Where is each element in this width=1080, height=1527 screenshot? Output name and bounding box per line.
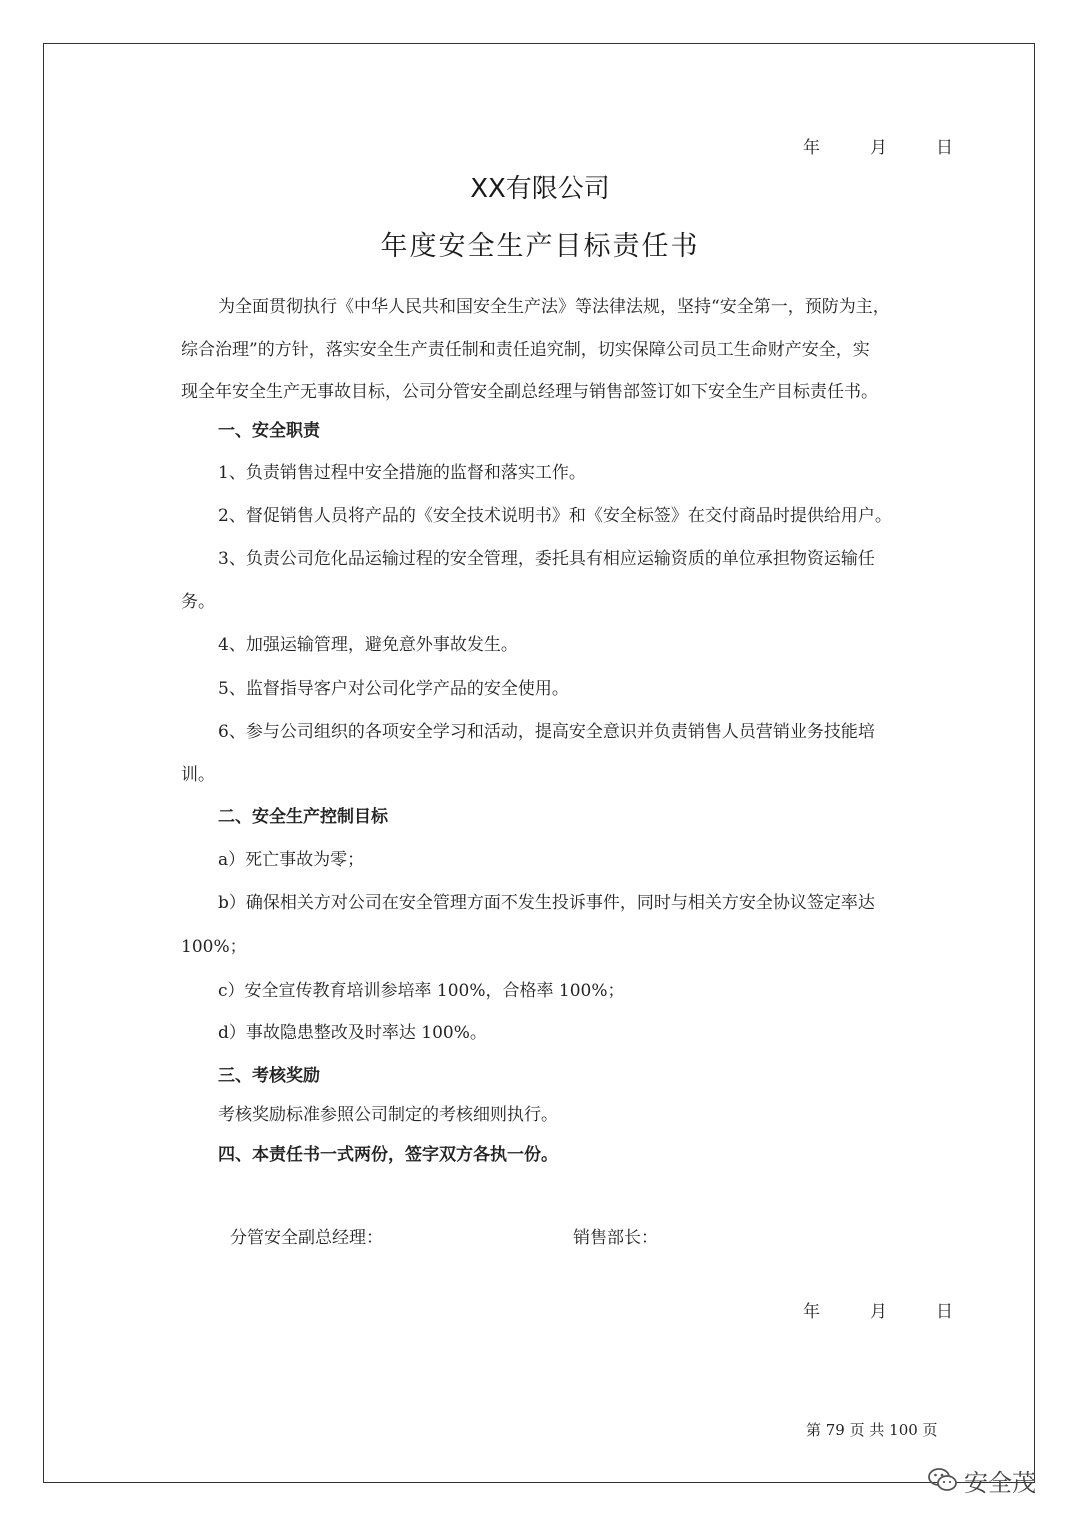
signature-sales-manager: 销售部长： — [573, 1228, 658, 1248]
date-year: 年 — [803, 1302, 820, 1322]
wechat-icon — [928, 1467, 958, 1493]
list-item: 6、参与公司组织的各项安全学习和活动，提高安全意识并负责销售人员营销业务技能培 — [218, 722, 875, 742]
date-top — [0, 133, 1080, 163]
list-item: 1、负责销售过程中安全措施的监督和落实工作。 — [218, 463, 586, 483]
section-heading: 四、本责任书一式两份，签字双方各执一份。 — [218, 1145, 558, 1165]
watermark — [928, 1462, 1068, 1498]
list-item: b）确保相关方对公司在安全管理方面不发生投诉事件，同时与相关方安全协议签定率达 — [218, 893, 875, 913]
list-item-cont: 训。 — [181, 765, 215, 785]
list-item: d）事故隐患整改及时率达 100%。 — [218, 1023, 487, 1043]
document-title: 年度安全生产目标责任书 — [380, 231, 700, 262]
date-month: 月 — [870, 1302, 887, 1322]
section-heading: 三、考核奖励 — [218, 1066, 320, 1086]
date-bottom — [0, 1297, 1080, 1327]
date-year: 年 — [803, 138, 820, 158]
paragraph-line: 考核奖励标准参照公司制定的考核细则执行。 — [218, 1105, 558, 1125]
watermark-text: 安全茂 — [964, 1468, 1036, 1497]
list-item: a）死亡事故为零； — [218, 850, 365, 870]
paragraph-line: 综合治理”的方针，落实安全生产责任制和责任追究制，切实保障公司员工生命财产安全，实 — [181, 340, 870, 360]
date-day: 日 — [936, 1302, 953, 1322]
section-heading: 二、安全生产控制目标 — [218, 807, 388, 827]
date-month: 月 — [870, 138, 887, 158]
list-item: 4、加强运输管理，避免意外事故发生。 — [218, 635, 518, 655]
list-item: 2、督促销售人员将产品的《安全技术说明书》和《安全标签》在交付商品时提供给用户。 — [218, 506, 892, 526]
page-number: 第 79 页 共 100 页 — [806, 1421, 938, 1439]
signature-deputy-gm: 分管安全副总经理： — [230, 1228, 383, 1248]
list-item: 5、监督指导客户对公司化学产品的安全使用。 — [218, 679, 569, 699]
paragraph-line: 为全面贯彻执行《中华人民共和国安全生产法》等法律法规，坚持“安全第一，预防为主， — [218, 297, 890, 317]
section-heading: 一、安全职责 — [218, 421, 320, 441]
list-item-cont: 100%； — [181, 937, 247, 957]
list-item: c）安全宣传教育培训参培率 100%，合格率 100%； — [218, 981, 625, 1001]
company-title: XX有限公司 — [470, 174, 610, 204]
list-item-cont: 务。 — [181, 592, 215, 612]
paragraph-line: 现全年安全生产无事故目标，公司分管安全副总经理与销售部签订如下安全生产目标责任书。 — [181, 382, 878, 402]
list-item: 3、负责公司危化品运输过程的安全管理，委托具有相应运输资质的单位承担物资运输任 — [218, 549, 875, 569]
date-day: 日 — [936, 138, 953, 158]
